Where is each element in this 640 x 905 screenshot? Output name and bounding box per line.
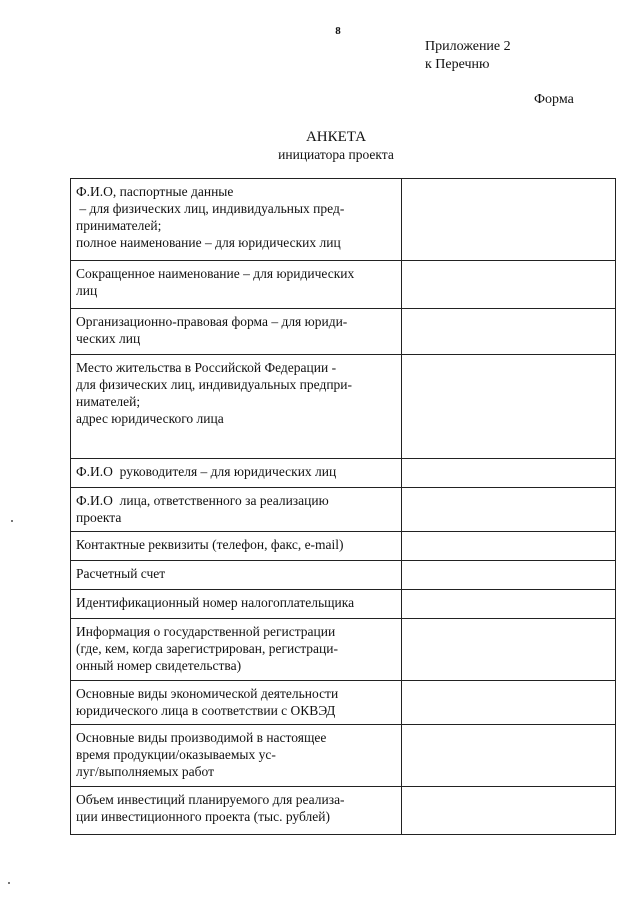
row-value-field[interactable] <box>402 619 616 681</box>
document-heading <box>0 128 640 164</box>
form-row <box>71 561 616 590</box>
row-label <box>71 309 402 355</box>
row-label-line: Место жительства в Российской Федерации - <box>76 360 337 375</box>
row-value-field[interactable] <box>402 561 616 590</box>
form-label: Форма <box>534 92 574 107</box>
row-label-line: Информация о государственной регистрации <box>76 624 336 639</box>
row-label-line: время продукции/оказываемых ус- <box>76 747 276 762</box>
form-row <box>71 355 616 459</box>
scan-mark <box>11 520 13 522</box>
row-label-line: Контактные реквизиты (телефон, факс, e-mail) <box>76 537 344 552</box>
form-row <box>71 681 616 725</box>
row-label-line: Идентификационный номер налогоплательщика <box>76 595 355 610</box>
row-label-line: Ф.И.О, паспортные данные <box>76 184 234 199</box>
row-value-field[interactable] <box>402 261 616 309</box>
row-value-field[interactable] <box>402 179 616 261</box>
scan-mark <box>8 882 10 884</box>
appendix-line-2: к Перечню <box>425 57 490 72</box>
row-value-field[interactable] <box>402 725 616 787</box>
row-value-field[interactable] <box>402 309 616 355</box>
form-row <box>71 619 616 681</box>
row-label <box>71 561 402 590</box>
row-label <box>71 681 402 725</box>
row-value-field[interactable] <box>402 488 616 532</box>
form-row <box>71 309 616 355</box>
form-row <box>71 725 616 787</box>
row-value-field[interactable] <box>402 787 616 835</box>
row-label <box>71 488 402 532</box>
form-row <box>71 261 616 309</box>
row-label-line: (где, кем, когда зарегистрирован, регистраци- <box>76 641 338 656</box>
row-label-line: Объем инвестиций планируемого для реализа- <box>76 792 345 807</box>
row-label-line: ческих лиц <box>76 331 141 346</box>
row-label <box>71 725 402 787</box>
form-row <box>71 787 616 835</box>
row-label <box>71 532 402 561</box>
form-row <box>71 179 616 261</box>
questionnaire-table <box>70 178 616 835</box>
row-label-line: юридического лица в соответствии с ОКВЭД <box>76 703 336 718</box>
row-label <box>71 355 402 459</box>
row-label-line: Ф.И.О руководителя – для юридических лиц <box>76 464 337 479</box>
row-label-line: принимателей; <box>76 218 162 233</box>
form-row <box>71 488 616 532</box>
document-title: АНКЕТА <box>305 129 367 145</box>
row-label-line: Основные виды экономической деятельности <box>76 686 339 701</box>
row-label <box>71 179 402 261</box>
row-label-line: адрес юридического лица <box>76 411 224 426</box>
row-label-line: лиц <box>76 283 98 298</box>
row-value-field[interactable] <box>402 681 616 725</box>
form-row <box>71 590 616 619</box>
row-value-field[interactable] <box>402 532 616 561</box>
row-label <box>71 459 402 488</box>
row-label-line: – для физических лиц, индивидуальных пред- <box>76 201 345 216</box>
appendix-reference <box>425 38 511 74</box>
row-label-line: проекта <box>76 510 122 525</box>
row-value-field[interactable] <box>402 355 616 459</box>
appendix-line-1: Приложение 2 <box>425 39 511 54</box>
row-label <box>71 787 402 835</box>
page-number: 8 <box>335 25 341 37</box>
row-label-line: Сокращенное наименование – для юридических <box>76 266 355 281</box>
row-label <box>71 619 402 681</box>
row-label-line: Основные виды производимой в настоящее <box>76 730 327 745</box>
row-label-line: Расчетный счет <box>76 566 166 581</box>
document-subtitle: инициатора проекта <box>278 147 394 162</box>
row-label-line: онный номер свидетельства) <box>76 658 242 673</box>
form-row <box>71 459 616 488</box>
row-label-line: Организационно-правовая форма – для юриди- <box>76 314 348 329</box>
row-value-field[interactable] <box>402 459 616 488</box>
row-label-line: для физических лиц, индивидуальных предпри- <box>76 377 353 392</box>
row-value-field[interactable] <box>402 590 616 619</box>
row-label <box>71 590 402 619</box>
row-label <box>71 261 402 309</box>
row-label-line: ции инвестиционного проекта (тыс. рублей) <box>76 809 330 824</box>
row-label-line: луг/выполняемых работ <box>76 764 214 779</box>
row-label-line: полное наименование – для юридических лиц <box>76 235 341 250</box>
form-row <box>71 532 616 561</box>
row-label-line: нимателей; <box>76 394 141 409</box>
row-label-line: Ф.И.О лица, ответственного за реализацию <box>76 493 329 508</box>
